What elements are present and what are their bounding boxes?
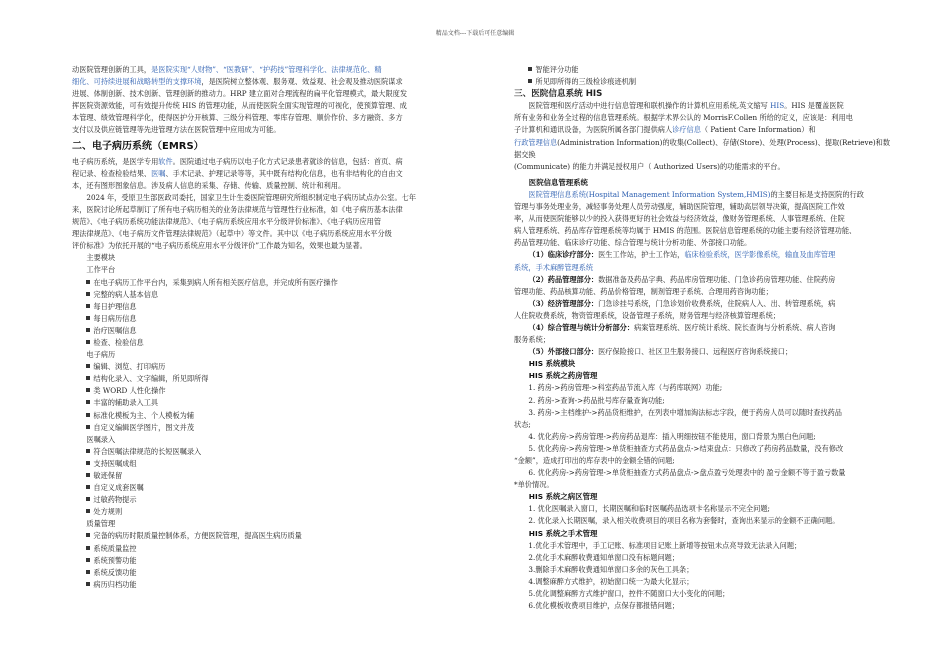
text-run: 率，从而使医院能够以少的投入获得更好的社会效益与经济效益，像财务管理系统、人事管理系统、住院 bbox=[514, 214, 845, 224]
bullet-item bbox=[72, 337, 482, 349]
his-modules-heading: HIS 系统模块 bbox=[528, 359, 576, 369]
ward-list bbox=[514, 503, 892, 527]
intro-paragraph bbox=[72, 64, 482, 137]
inline-link: 软件 bbox=[158, 156, 173, 166]
bullet-item bbox=[72, 579, 482, 591]
pharmacy-item: 4. 优化药房->药房管理->药房药品退库：插入明细按钮不能使用，窗口背景为黑白色问题; bbox=[528, 431, 816, 441]
text-run: 电子病历系统，是医学专用 bbox=[72, 156, 159, 166]
square-bullet-icon bbox=[86, 509, 90, 513]
module-group-title: 质量管理 bbox=[86, 519, 116, 529]
square-bullet-icon bbox=[86, 425, 90, 429]
function-label: （2）药品管理部分： bbox=[528, 274, 599, 284]
hmis-paragraph bbox=[514, 189, 892, 249]
pharmacy-item: 1. 药房->药房管理->科室药品节流入库（与药库联网）功能; bbox=[528, 383, 723, 393]
bullet-item bbox=[72, 543, 482, 555]
text-run: 的主要目标是支持医院的行政 bbox=[770, 189, 864, 199]
square-bullet-icon bbox=[528, 67, 532, 71]
bullet-text: 系统反馈功能 bbox=[93, 567, 137, 577]
paragraph-line bbox=[514, 213, 892, 225]
bullet-item bbox=[72, 555, 482, 567]
paragraph-line: 来，医院讨论所起草制订了所有电子病历相关的业务法律规范与管理性行业标准，如《电子病历基本法律 bbox=[72, 204, 403, 214]
function-item bbox=[514, 298, 892, 310]
paragraph-line bbox=[514, 201, 892, 213]
inline-link: HIS bbox=[770, 101, 785, 111]
bullet-text: 处方规则 bbox=[93, 507, 123, 517]
pharmacy-item: 5. 优化药房->药房管理->单货柜抽查方式药品盘点->结束盘点：只修改了药房药品数量，没有修改 bbox=[528, 443, 844, 453]
bullet-text: 过敏药物提示 bbox=[93, 495, 137, 505]
square-bullet-icon bbox=[86, 413, 90, 417]
function-label: （5）外部接口部分： bbox=[528, 347, 599, 357]
square-bullet-icon bbox=[86, 473, 90, 477]
bullet-text: 结构化录入、文字编辑，所见即所得 bbox=[93, 374, 209, 384]
text-run: 、手术记录、护理记录等等，其中既有结构化信息，也有非结构化的自由文 bbox=[165, 168, 403, 178]
function-text: 系统，手术麻醉管理系统 bbox=[514, 262, 594, 272]
square-bullet-icon bbox=[86, 533, 90, 537]
square-bullet-icon bbox=[86, 449, 90, 453]
bullet-item bbox=[72, 446, 482, 458]
text-run: 程记录、检查检验结果、 bbox=[72, 168, 152, 178]
function-label: （1）临床诊疗部分： bbox=[528, 250, 599, 260]
text-run: 进展、体制创新、技术创新、管理创新的推动力。HRP 建立面对合理流程的扁平化管理模式，最大限度发 bbox=[72, 89, 408, 99]
bullet-item bbox=[72, 530, 482, 542]
bullet-text: 检查、检验信息 bbox=[93, 337, 144, 347]
bullet-text: 编辑、浏览、打印病历 bbox=[93, 362, 166, 372]
bullet-text: 敏迹保留 bbox=[93, 471, 123, 480]
text-run: (Communicate) 的能力并满足授权用户（ Authorized Users)的功能需求的平台。 bbox=[514, 161, 785, 171]
continued-list bbox=[514, 64, 892, 88]
emrs-history-paragraph bbox=[72, 192, 482, 252]
inline-link: 是医院实现“人财物”、“医教研”、“护药技”管理科学化、法律规范化、精 bbox=[151, 65, 382, 74]
ward-title: HIS 系统之病区管理 bbox=[528, 492, 598, 502]
function-item bbox=[514, 346, 892, 358]
inline-link: 诊疗信息 bbox=[672, 125, 701, 135]
text-run: (Administration Information)的收集(Collect)、存储(Store)、处理(Process)、提取(Retrieve)和数据交换 bbox=[514, 137, 891, 159]
paragraph-line bbox=[514, 100, 892, 112]
text-run: 。医院通过电子病历以电子化方式记录患者就诊的信息，包括：首页、病 bbox=[172, 156, 403, 166]
module-group-title: 电子病历 bbox=[86, 350, 116, 360]
bullet-text: 标准化模板为主、个人模板为辅 bbox=[93, 410, 195, 420]
function-item bbox=[514, 274, 892, 286]
module-groups bbox=[72, 264, 482, 591]
pharmacy-item: *单价情况。 bbox=[514, 480, 554, 490]
square-bullet-icon bbox=[86, 485, 90, 489]
surgery-title: HIS 系统之手术管理 bbox=[528, 528, 598, 538]
bullet-text: 所见即所得的三级检诊痕迹机制 bbox=[535, 77, 637, 87]
pharmacy-item: 2. 药房->查询->药品批号库存量查询功能; bbox=[528, 395, 665, 405]
paragraph-line bbox=[72, 88, 482, 100]
emrs-definition-paragraph bbox=[72, 156, 482, 192]
text-run: 所有业务和业务全过程的信息管理系统。根据学术界公认的 MorrisF.Collen 所给的定义，应该是：利用电 bbox=[514, 113, 853, 123]
surgery-item: 3.删除手术麻醉收费通知单窗口多余的灰色工具条； bbox=[528, 564, 694, 574]
function-item-cont bbox=[514, 262, 892, 274]
pharmacy-item: 3. 药房->主档维护->药品货柜维护，在列表中增加淘法标志字段，便于药房人员可以随时查找药品 bbox=[528, 407, 842, 417]
text-run: 医院管理和医疗活动中进行信息管理和联机操作的计算机应用系统,英文缩写 bbox=[528, 101, 771, 111]
text-run: 管理与事务处理业务，减轻事务处理人员劳动强度，辅助医院管理，辅助高层领导决策，提高医院工作效 bbox=[514, 202, 845, 212]
paragraph-line bbox=[72, 112, 482, 124]
paragraph-line bbox=[72, 168, 482, 180]
square-bullet-icon bbox=[86, 461, 90, 465]
document-header: 精品文档---下载后可任意编辑 bbox=[435, 30, 515, 37]
text-run: 药品管理功能、临床诊疗功能、综合管理与统计分析功能、外部接口功能。 bbox=[514, 238, 752, 248]
ward-item: 1. 优化医嘱录入窗口，长期医嘱和临时医嘱药品选项卡名称显示不完全问题; bbox=[528, 504, 770, 514]
paragraph-line: 评价标准》为依托开展的“电子病历系统应用水平分级评价”工作最为知名，效果也最为显著。 bbox=[72, 241, 367, 251]
left-column bbox=[72, 64, 482, 591]
inline-link: 临床检验系统，医学影像系统，输血及血库管理 bbox=[684, 250, 836, 260]
his-definition-paragraph bbox=[514, 100, 892, 173]
square-bullet-icon bbox=[86, 328, 90, 332]
bullet-item bbox=[514, 64, 892, 76]
bullet-text: 在电子病历工作平台内，采集到病人所有相关医疗信息，并完成所有医疗操作 bbox=[93, 277, 338, 287]
square-bullet-icon bbox=[86, 497, 90, 501]
paragraph-line bbox=[72, 124, 482, 136]
function-text: 医疗保险接口、社区卫生服务接口、远程医疗咨询系统接口； bbox=[598, 347, 793, 357]
text-run: 子计算机和通讯设备，为医院所属各部门提供病人 bbox=[514, 125, 673, 135]
module-group-title: 医嘱录入 bbox=[86, 434, 116, 444]
bullet-item bbox=[72, 470, 482, 482]
function-item bbox=[514, 322, 892, 334]
paragraph-line bbox=[72, 156, 482, 168]
square-bullet-icon bbox=[86, 340, 90, 344]
square-bullet-icon bbox=[528, 79, 532, 83]
bullet-text: 每日护理信息 bbox=[93, 301, 137, 311]
paragraph-line bbox=[514, 225, 892, 237]
bullet-item bbox=[72, 277, 482, 289]
function-label: （4）综合管理与统计分析部分： bbox=[528, 322, 635, 332]
square-bullet-icon bbox=[86, 316, 90, 320]
pharmacy-item: “金额”，造成打印出的库存表中的金额全错的问题; bbox=[514, 456, 675, 465]
hmis-functions bbox=[514, 249, 892, 358]
function-item-cont bbox=[514, 334, 892, 346]
text-run: 。HIS 是覆盖医院 bbox=[784, 101, 844, 111]
text-run: 动医院管理创新的工具， bbox=[72, 65, 152, 74]
bullet-item bbox=[72, 397, 482, 409]
bullet-text: 完备的病历时限质量控制体系，方便医院管理，提高医生病历质量 bbox=[93, 531, 302, 541]
paragraph-line bbox=[514, 112, 892, 124]
surgery-item: 2.优化手术麻醉收费通知单窗口没有标题问题； bbox=[528, 552, 680, 562]
modules-heading: 主要模块 bbox=[86, 253, 116, 263]
square-bullet-icon bbox=[86, 292, 90, 296]
paragraph-line bbox=[514, 189, 892, 201]
right-column bbox=[514, 64, 892, 612]
inline-link: 行政管理信息 bbox=[514, 137, 558, 147]
square-bullet-icon bbox=[86, 570, 90, 574]
paragraph-line: 2024 年，受原卫生部医政司委托，国家卫生计生委医院管理研究所组织制定电子病历试点办公室。七年 bbox=[86, 192, 417, 202]
square-bullet-icon bbox=[86, 376, 90, 380]
surgery-item: 5.优化调整麻醉方式维护窗口，控件不随窗口大小变化的问题； bbox=[528, 589, 730, 599]
square-bullet-icon bbox=[86, 546, 90, 550]
function-item-cont bbox=[514, 286, 892, 298]
function-text: 服务系统； bbox=[514, 335, 550, 345]
text-run: 本，还有图形图象信息。涉及病人信息的采集、存储、传输、质量控制、统计和利用。 bbox=[72, 180, 346, 190]
inline-link: 医院管理信息系统(Hospital Management Information System,HMIS) bbox=[528, 189, 771, 199]
square-bullet-icon bbox=[86, 280, 90, 284]
text-run: 支付以及供应链管理等先进管理方法在医院管理中应用成为可能。 bbox=[72, 125, 281, 135]
bullet-text: 类 WORD 人性化操作 bbox=[93, 386, 166, 396]
bullet-item bbox=[72, 361, 482, 373]
bullet-item bbox=[72, 301, 482, 313]
section-title-emrs: 二、电子病历系统（EMRS） bbox=[72, 140, 204, 152]
bullet-item bbox=[72, 482, 482, 494]
bullet-item bbox=[72, 325, 482, 337]
ward-item: 2. 优化录入长期医嘱，录入相关收费项目的项目名称为套餐时，查询出来显示的金额不正确问题。 bbox=[528, 516, 840, 526]
square-bullet-icon bbox=[86, 582, 90, 586]
bullet-item bbox=[72, 458, 482, 470]
bullet-text: 完整的病人基本信息 bbox=[93, 289, 159, 299]
function-text: 病案管理系统、医疗统计系统、院长查询与分析系统、病人咨询 bbox=[634, 322, 836, 332]
inline-link: 医嘱 bbox=[151, 168, 166, 178]
bullet-item bbox=[72, 385, 482, 397]
square-bullet-icon bbox=[86, 388, 90, 392]
bullet-item bbox=[72, 422, 482, 434]
bullet-text: 系统质量监控 bbox=[93, 543, 137, 553]
function-text: 医生工作站，护士工作站， bbox=[598, 250, 685, 260]
surgery-item: 4.调整麻醉方式维护，初始窗口统一为最大化显示； bbox=[528, 576, 694, 586]
bullet-item bbox=[72, 373, 482, 385]
bullet-text: 病历归档功能 bbox=[93, 579, 137, 589]
paragraph-line bbox=[514, 237, 892, 249]
bullet-text: 自定义编辑医学图片，图文并茂 bbox=[93, 422, 195, 432]
square-bullet-icon bbox=[86, 364, 90, 368]
bullet-item bbox=[72, 567, 482, 579]
paragraph-line bbox=[72, 180, 482, 192]
paragraph-line bbox=[72, 64, 482, 76]
square-bullet-icon bbox=[86, 558, 90, 562]
section-title-his: 三、医院信息系统 HIS bbox=[514, 89, 603, 100]
pharmacy-item: 6. 优化药房->药房管理->单货柜抽查方式药品盘点->盘点盈亏处理表中的 盈亏金额不等于盈亏数量 bbox=[528, 468, 846, 478]
function-text: 门急诊挂号系统，门急诊划价收费系统，住院病人入、出、转管理系统，病 bbox=[598, 298, 836, 308]
module-group-title: 工作平台 bbox=[86, 265, 116, 275]
paragraph-line bbox=[514, 137, 892, 161]
bullet-text: 系统预警功能 bbox=[93, 555, 137, 565]
text-run: 本管理、绩效管理科学化，使得医护分开核算、三级分科管理、零库存管理、顺价作价、多方融资、多方 bbox=[72, 113, 403, 123]
square-bullet-icon bbox=[86, 400, 90, 404]
paragraph-line bbox=[72, 76, 482, 88]
text-run: （ Patient Care Information）和 bbox=[700, 125, 816, 135]
paragraph-line bbox=[514, 124, 892, 136]
square-bullet-icon bbox=[86, 304, 90, 308]
text-run: 病人管理系统、药品库存管理系统等均属于 HMIS 的范围。医院信息管理系统的功能主要有经济管理功能、 bbox=[514, 226, 857, 236]
bullet-text: 丰富的辅助录入工具 bbox=[93, 398, 159, 408]
bullet-text: 智能评分功能 bbox=[535, 65, 579, 74]
pharmacy-title: HIS 系统之药房管理 bbox=[528, 371, 598, 381]
pharmacy-item: 状态; bbox=[514, 419, 531, 429]
paragraph-line bbox=[514, 161, 892, 173]
pharmacy-list bbox=[514, 382, 892, 491]
bullet-item bbox=[72, 313, 482, 325]
bullet-item bbox=[72, 289, 482, 301]
hmis-subtitle: 医院信息管理系统 bbox=[528, 177, 588, 187]
surgery-item: 6.优化模板收费项目维护，点保存都报错问题； bbox=[528, 601, 680, 611]
function-item-cont bbox=[514, 310, 892, 322]
function-item bbox=[514, 249, 892, 261]
bullet-text: 自定义成套医嘱 bbox=[93, 483, 144, 493]
bullet-item bbox=[72, 506, 482, 518]
function-text: 管理功能、药品核算功能、药品价格管理，制剂管理子系统、合理用药咨询功能； bbox=[514, 286, 773, 296]
bullet-item bbox=[514, 76, 892, 88]
bullet-item bbox=[72, 410, 482, 422]
text-run: ，是医院树立整体观、服务观、效益观、社会观及推动医院谋求 bbox=[201, 77, 403, 87]
function-text: 人住院收费系统，物资管理系统，设备管理子系统，财务管理与经济核算管理系统； bbox=[514, 310, 780, 320]
surgery-item: 1.优化手术管理中，手工记账、标准项目记账上新增等按钮未点亮导致无法录入问题； bbox=[528, 540, 802, 550]
function-label: （3）经济管理部分： bbox=[528, 298, 599, 308]
bullet-item bbox=[72, 494, 482, 506]
function-text: 数据准备及药品字典、药品库房管理功能、门急诊药房管理功能、住院药房 bbox=[598, 274, 836, 284]
bullet-text: 支持医嘱成组 bbox=[93, 458, 137, 468]
bullet-text: 治疗医嘱信息 bbox=[93, 325, 137, 335]
paragraph-line: 理法律规范》、《电子病历文件管理法律规范》（起草中）等文件。其中以《电子病历系统应用水平分级 bbox=[72, 229, 392, 239]
inline-link: 细化、可持续进展和战略转型的支撑环境 bbox=[72, 77, 202, 87]
surgery-list bbox=[514, 540, 892, 613]
paragraph-line: 规范》、《电子病历系统功能法律规范》、《电子病历系统应用水平分级评价标准》、《电子病历应用管 bbox=[72, 217, 382, 227]
text-run: 挥医院资源效能，可有效提升传统 HIS 的管理功能，从而使医院全面实现管理的可视化，使预算管理、成 bbox=[72, 101, 407, 111]
bullet-text: 每日病历信息 bbox=[93, 313, 137, 323]
bullet-text: 符合医嘱法律规范的长短医嘱录入 bbox=[93, 446, 202, 456]
paragraph-line bbox=[72, 100, 482, 112]
